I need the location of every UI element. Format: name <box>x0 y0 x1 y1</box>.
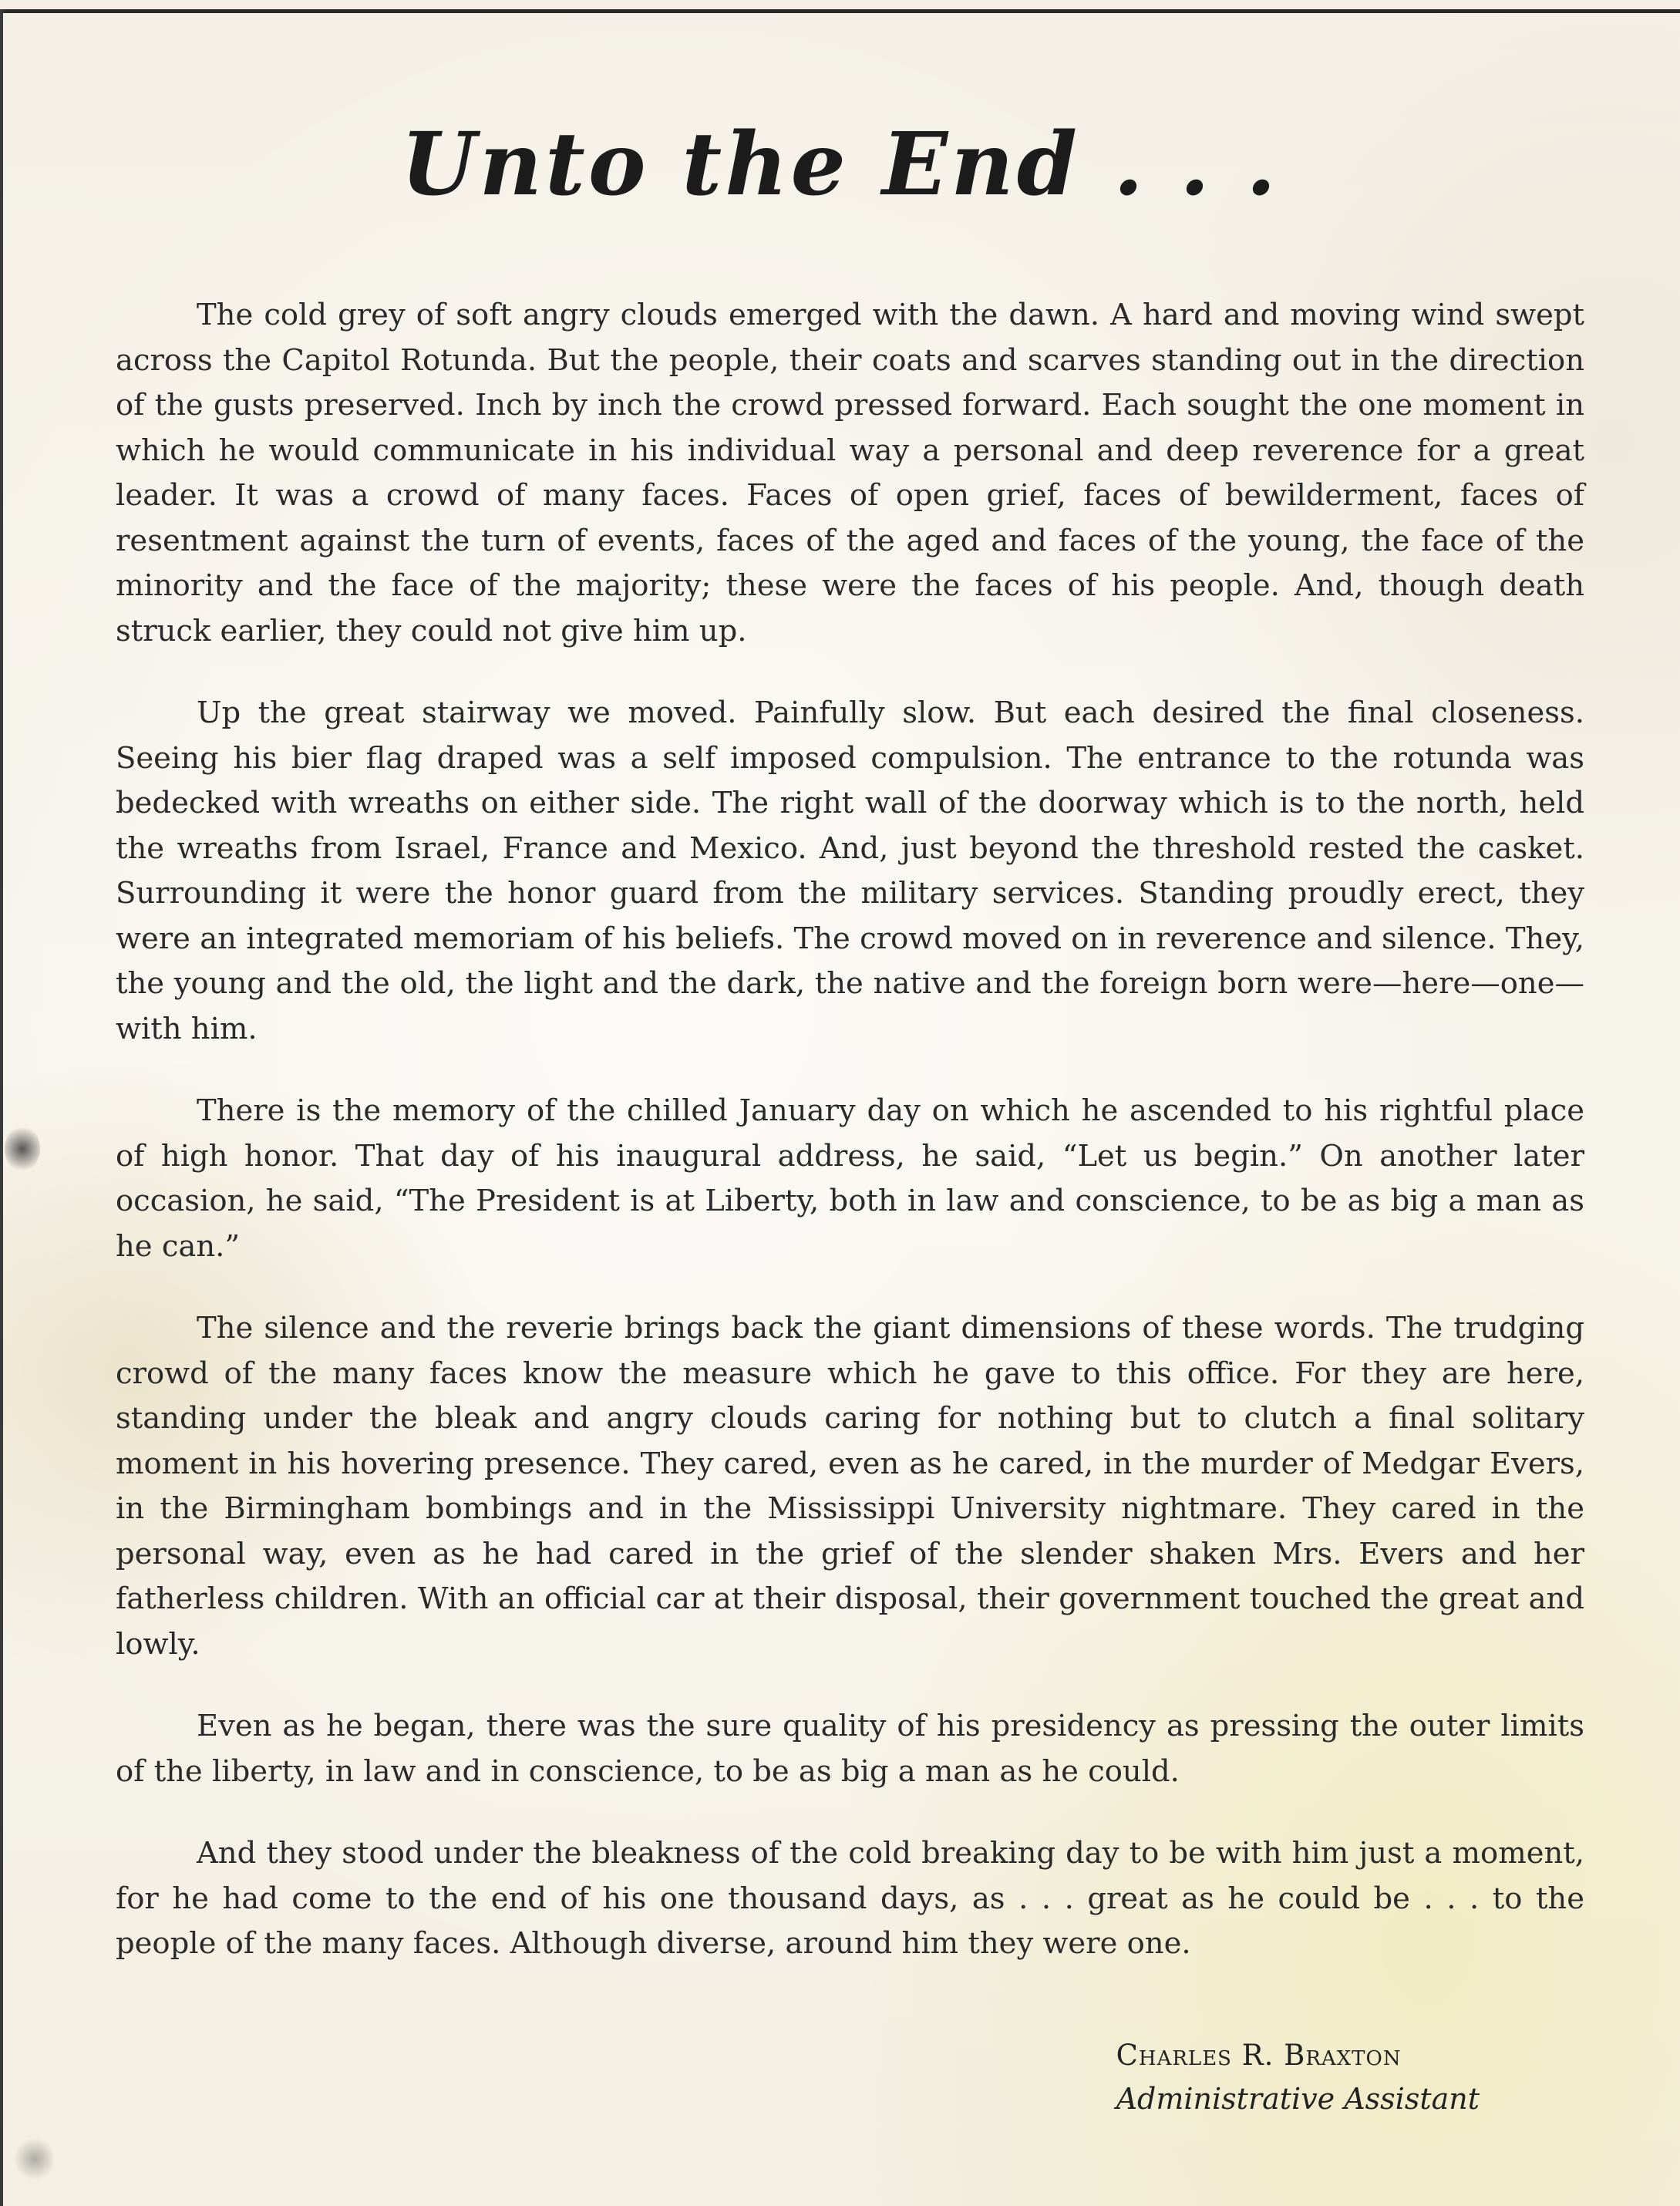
page-title: Unto the End . . . <box>400 114 1279 215</box>
ink-stain <box>5 1126 40 1172</box>
paragraph: The silence and the reverie brings back the giant dimensions of these words. The trudging crowd of the many faces know the measure which he gave to this office. For they are here, standing under the bleak and angry clouds caring for nothing but to clutch a final solitary moment in his hovering presence. They cared, even as he cared, in the murder of Medgar Evers, in the Birmingham bombings and in the Mississippi University nightmare. They cared in the personal way, even as he had cared in the grief of the slender shaken Mrs. Evers and her fatherless children. With an official car at their disposal, their government touched the great and lowly. <box>116 1311 1584 1662</box>
article-body <box>116 293 1584 2004</box>
left-border-rule <box>0 9 3 2206</box>
paragraph: There is the memory of the chilled January day on which he ascended to his rightful place of high honor. That day of his inaugural address, he said, “Let us begin.” On another later occasion, he said, “The President is at Liberty, both in law and conscience, to be as big a man as he can.” <box>116 1093 1584 1264</box>
paragraph: Even as he began, there was the sure quality of his presidency as pressing the outer limits of the liberty, in law and in conscience, to be as big a man as he could. <box>116 1709 1584 1789</box>
author-title: Administrative Assistant <box>1116 2082 1480 2116</box>
top-border-rule <box>0 9 1680 13</box>
paragraph: Up the great stairway we moved. Painfully slow. But each desired the final closeness. Seeing his bier flag draped was a self imposed compulsion. The entrance to the rotunda was bedecked with wreaths on either side. The right wall of the doorway which is to the north, held the wreaths from Israel, France and Mexico. And, just beyond the threshold rested the casket. Surrounding it were the honor guard from the military services. Standing proudly erect, they were an integrated memoriam of his beliefs. The crowd moved on in reverence and silence. They, the young and the old, the light and the dark, the native and the foreign born were—here—one—with him. <box>116 695 1584 1046</box>
author-name: Charles R. Braxton <box>1116 2039 1402 2072</box>
paragraph: The cold grey of soft angry clouds emerged with the dawn. A hard and moving wind swept across the Capitol Rotunda. But the people, their coats and scarves standing out in the direction of the gusts preserved. Inch by inch the crowd pressed forward. Each sought the one moment in which he would communicate in his individual way a personal and deep reverence for a great leader. It was a crowd of many faces. Faces of open grief, faces of bewilderment, faces of resentment against the turn of events, faces of the aged and faces of the young, the face of the minority and the face of the majority; these were the faces of his people. And, though death struck earlier, they could not give him up. <box>116 298 1584 648</box>
paragraph: And they stood under the bleakness of the cold breaking day to be with him just a moment, for he had come to the end of his one thousand days, as . . . great as he could be . . . to the people of the many faces. Although diverse, around him they were one. <box>116 1836 1584 1961</box>
ink-smudge <box>15 2136 54 2182</box>
signature-block <box>1116 2034 1480 2120</box>
